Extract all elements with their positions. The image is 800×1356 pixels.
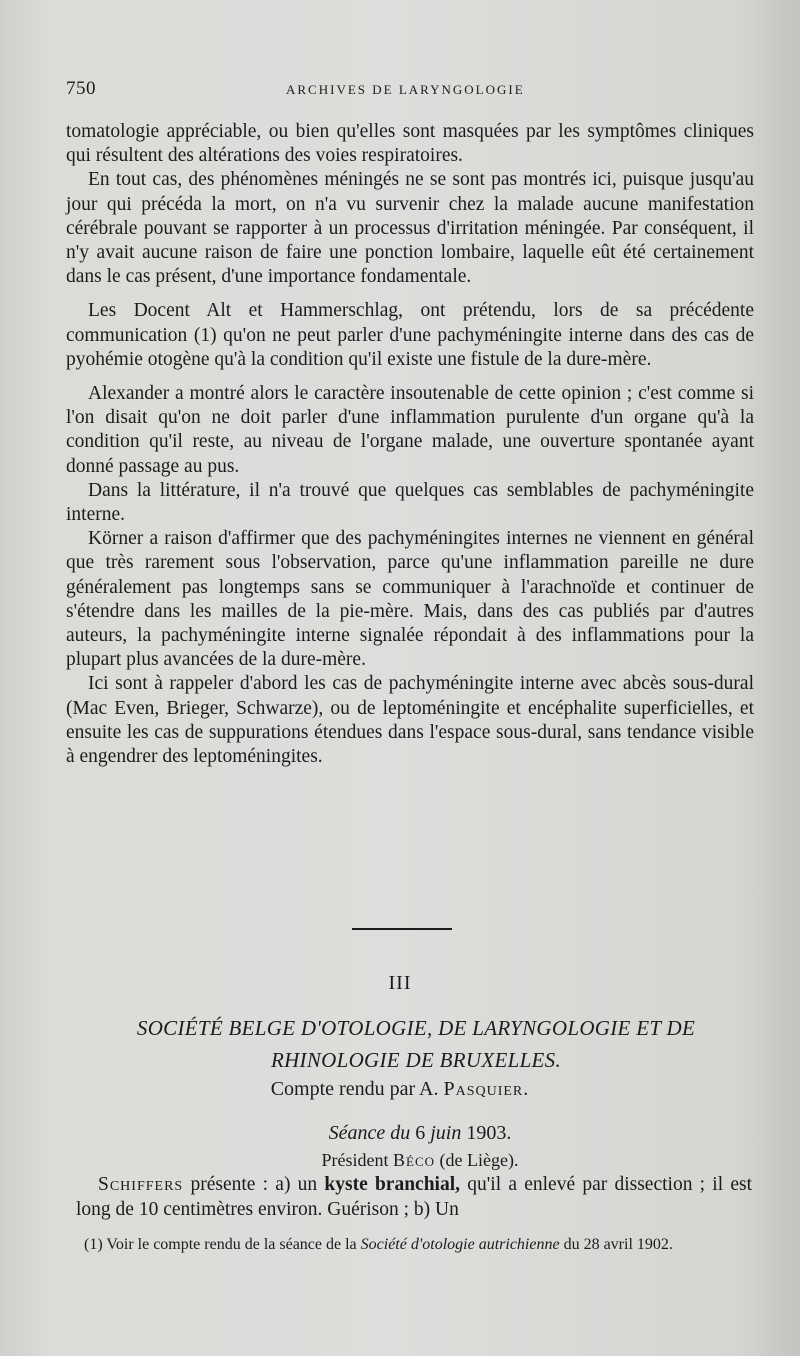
final-author: Schiffers <box>98 1174 184 1195</box>
session-president <box>0 1150 800 1171</box>
session-date-year: 1903. <box>466 1122 512 1144</box>
paragraph-1: tomatologie appréciable, ou bien qu'elles sont masquées par les symptômes cliniques qui résultent des altérations des voies respiratoires. <box>66 121 754 167</box>
session-date-day: 6 <box>415 1122 426 1144</box>
president-place: (de Liège). <box>439 1150 519 1170</box>
final-verb: présente : a) un <box>190 1174 318 1195</box>
report-prefix: Compte rendu par A. <box>270 1078 439 1100</box>
section-number: III <box>388 972 412 994</box>
page-number: 750 <box>66 78 96 99</box>
paragraph-7: Ici sont à rappeler d'abord les cas de pachyméningite interne avec abcès sous-dural (Mac Even, Brieger, Schwarze), ou de leptoméningite et encéphalite superficielles, et ensuite les cas de suppurations étendues dans l'espace sous-dural, sans tendance visible à engendrer des leptoméningites. <box>66 673 754 768</box>
body-text <box>66 120 754 769</box>
footnote-after: du 28 avril 1902. <box>563 1236 673 1253</box>
footnote <box>76 1236 752 1254</box>
section-title-line-1: SOCIÉTÉ BELGE D'OTOLOGIE, DE LARYNGOLOGIE ET DE <box>136 1016 696 1040</box>
paragraph-5: Dans la littérature, il n'a trouvé que quelques cas semblables de pachyméningite interne. <box>66 479 754 526</box>
final-paragraph-text <box>76 1172 752 1222</box>
section-divider <box>352 928 452 930</box>
session-date-month: juin <box>430 1122 462 1144</box>
section-title <box>76 1012 756 1076</box>
session-date-prefix: Séance du <box>328 1122 411 1144</box>
paragraph-3: Les Docent Alt et Hammerschlag, ont prétendu, lors de sa précédente communication (1) qu'on ne peut parler d'une pachyméningite interne dans des cas de pyohémie otogène qu'à la condition qu'il existe une fistule de la dure-mère. <box>66 300 754 370</box>
president-name: Béco <box>393 1150 436 1170</box>
footnote-text <box>76 1236 752 1254</box>
running-head: ARCHIVES DE LARYNGOLOGIE <box>286 82 525 97</box>
final-rest: qu'il a enlevé par dissection ; il est long de 10 centimètres environ. Guérison ; b) Un <box>76 1174 753 1220</box>
report-byline <box>0 1078 800 1101</box>
page-header <box>66 78 746 102</box>
paragraph-2: En tout cas, des phénomènes méningés ne se sont pas montrés ici, puisque jusqu'au jour qui précéda la mort, on n'a vu survenir chez la malade aucune manifestation cérébrale pouvant se rapporter à un processus d'irritation méningée. Par conséquent, il n'y avait aucune raison de faire une ponction lombaire, laquelle eût été certainement dans le cas présent, d'une importance fondamentale. <box>66 169 754 288</box>
paragraph-6: Körner a raison d'affirmer que des pachyméningites internes ne viennent en général que très rarement sous l'observation, parce qu'une inflammation pareille ne dure généralement pas longtemps sans se communiquer à l'arachnoïde et continuer de s'étendre dans les mailles de la pie-mère. Mais, dans des cas publiés par d'autres auteurs, la pachyméningite interne signalée répondait à des inflammations pour la plupart plus avancées de la dure-mère. <box>66 528 754 671</box>
session-date <box>0 1122 800 1145</box>
footnote-mark: (1) <box>84 1236 103 1253</box>
footnote-society: Société d'otologie autrichienne <box>360 1236 560 1253</box>
president-label: Président <box>321 1150 389 1170</box>
final-paragraph <box>76 1172 752 1222</box>
report-author: Pasquier. <box>443 1078 530 1100</box>
final-bold-term: kyste branchial, <box>324 1174 461 1195</box>
section-title-line-2: RHINOLOGIE DE BRUXELLES. <box>270 1048 562 1072</box>
paragraph-4: Alexander a montré alors le caractère insoutenable de cette opinion ; c'est comme si l'on disait qu'on ne doit parler d'une inflammation purulente d'un organe qu'à la condition qu'il reste, au niveau de l'organe malade, une ouverture spontanée ayant donné passage au pus. <box>66 383 754 477</box>
footnote-before: Voir le compte rendu de la séance de la <box>106 1236 357 1253</box>
